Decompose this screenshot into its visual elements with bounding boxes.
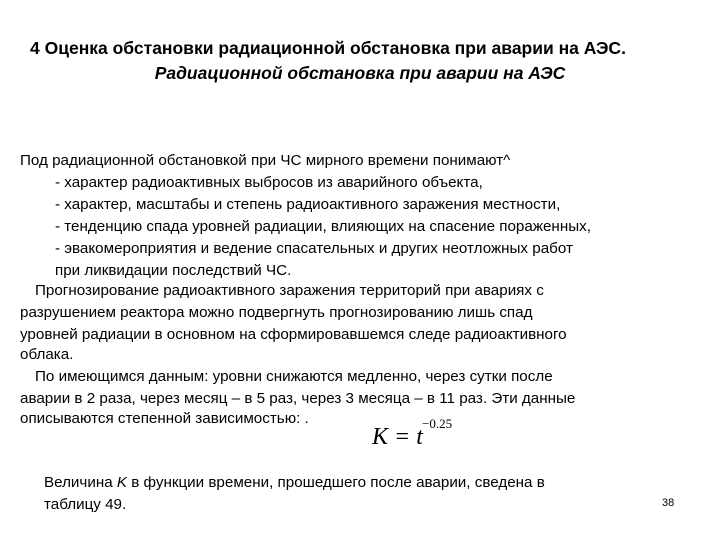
note-text: Величина (44, 474, 117, 491)
body-line: облака. (20, 346, 74, 363)
body-line: - характер, масштабы и степень радиоактивного заражения местности, (55, 196, 561, 213)
body-line: - тенденцию спада уровней радиации, влияющих на спасение пораженных, (55, 218, 591, 235)
body-line: Прогнозирование радиоактивного заражения территорий при авариях с (35, 282, 544, 299)
formula-exponent: −0.25 (422, 416, 453, 431)
formula-base: K = t (372, 424, 423, 450)
body-line: при ликвидации последствий ЧС. (55, 262, 292, 279)
note-variable: K (116, 474, 128, 491)
body-line: - эвакомероприятия и ведение спасательных и других неотложных работ (55, 240, 573, 257)
body-line: уровней радиации в основном на сформировавшемся следе радиоактивного (20, 326, 567, 343)
slide-title: 4 Оценка обстановки радиационной обстановка при аварии на АЭС. (30, 38, 626, 58)
power-law-formula (372, 416, 453, 451)
page-number: 38 (662, 497, 675, 509)
body-line: описываются степенной зависимостью: . (20, 410, 309, 427)
body-line: По имеющимся данным: уровни снижаются медленно, через сутки после (35, 368, 553, 385)
note-line: таблицу 49. (44, 496, 127, 513)
note-line (44, 474, 545, 492)
body-line: аварии в 2 раза, через месяц – в 5 раз, через 3 месяца – в 11 раз. Эти данные (20, 390, 576, 407)
body-line: разрушением реактора можно подвергнуть прогнозированию лишь спад (20, 304, 533, 321)
body-line: Под радиационной обстановкой при ЧС мирного времени понимают^ (20, 152, 511, 169)
note-text: в функции времени, прошедшего после аварии, сведена в (127, 474, 545, 491)
body-line: - характер радиоактивных выбросов из аварийного объекта, (55, 174, 483, 191)
slide-subtitle: Радиационной обстановка при аварии на АЭС (154, 63, 566, 83)
